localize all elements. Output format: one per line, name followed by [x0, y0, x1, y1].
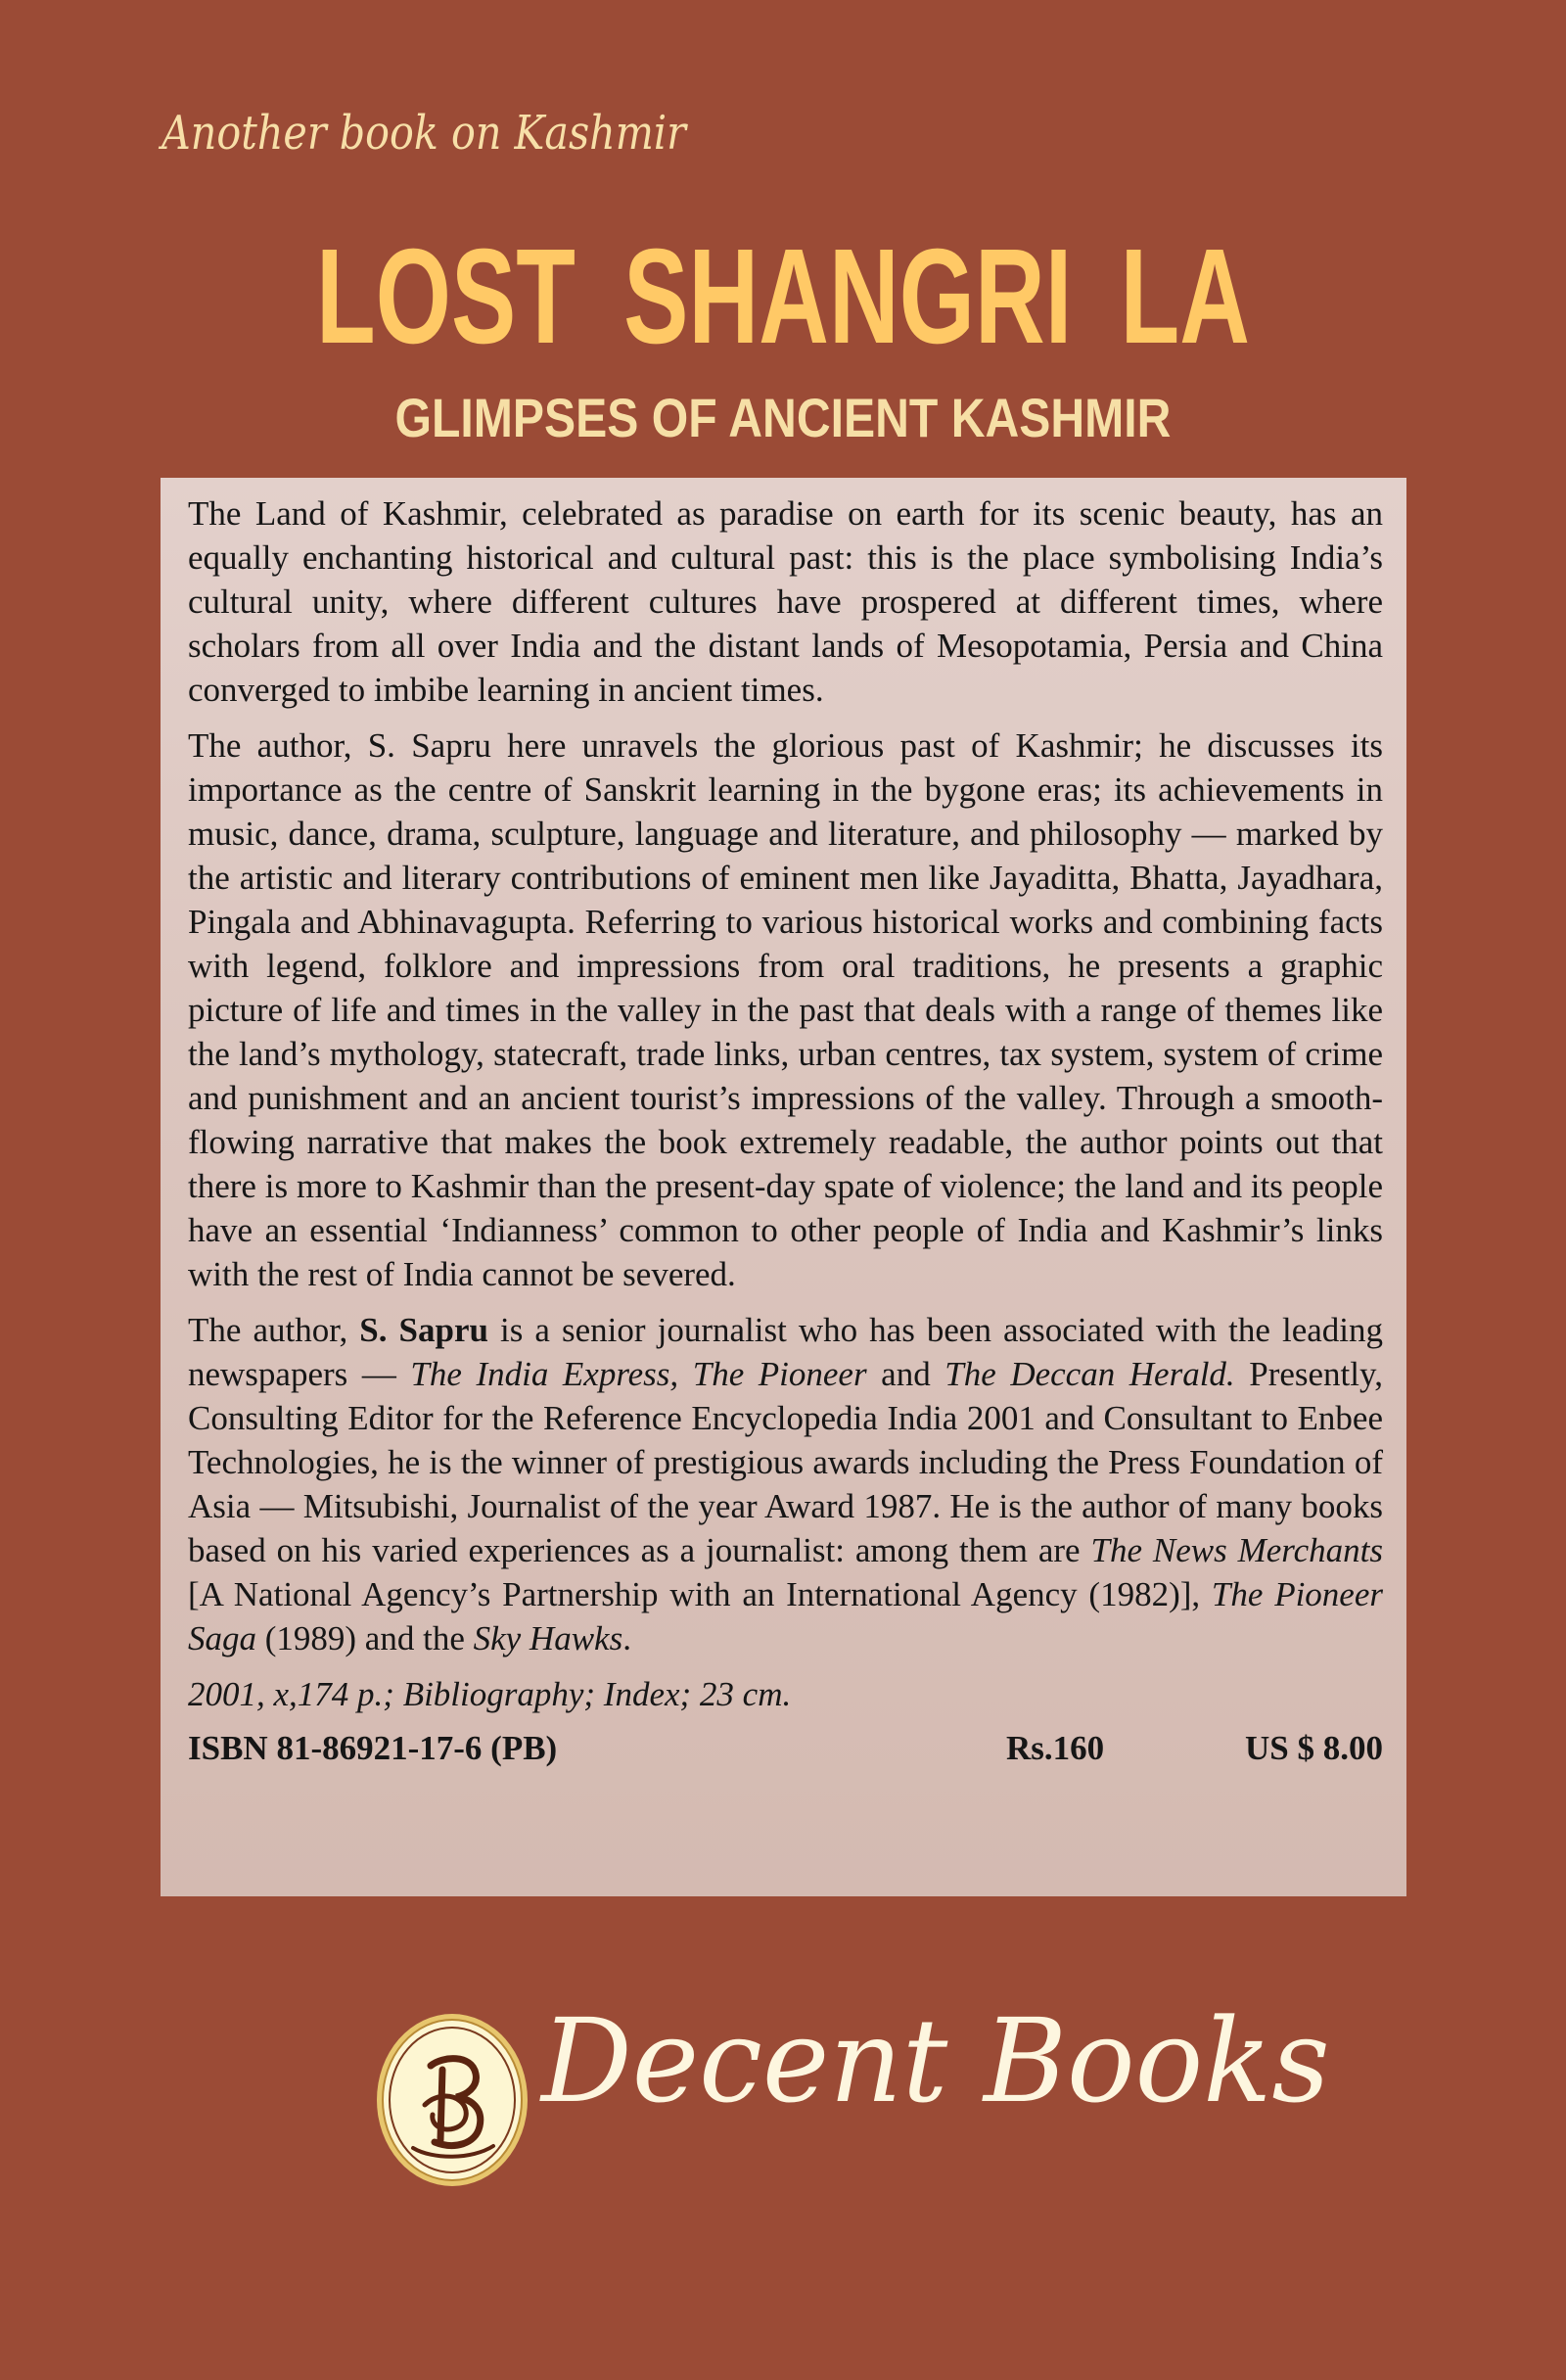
blurb-panel	[161, 478, 1406, 1896]
author-bio-intro: The author,	[188, 1311, 360, 1349]
author-name: S. Sapru	[359, 1311, 488, 1349]
book-title-news-merchants: The News Merchants	[1090, 1531, 1383, 1569]
publisher-name: Decent Books	[541, 1993, 1330, 2128]
author-bio-text-3: Presently, Consulting Editor for the Reference Encyclopedia India 2001 and Consultant to Enbee Technologies, he is the winner of prestigious awards including the Press Foundation of Asia — Mitsubishi, Journalist of the year Award 1987. He is the author of many books based on his varied experiences as a journalist: among them are	[188, 1355, 1383, 1569]
newspaper-title-deccan: The Deccan Herald.	[944, 1355, 1235, 1393]
db-monogram-seal-icon	[374, 2011, 530, 2189]
author-bio-text-2: and	[866, 1355, 945, 1393]
price-usd: US $ 8.00	[1245, 1729, 1383, 1767]
blurb-paragraph-2: The author, S. Sapru here unravels the glorious past of Kashmir; he discusses its importance as the centre of Sanskrit learning in the bygone eras; its achievements in music, dance, drama, sculpture, language and literature, and philosophy — marked by the artistic and literary contributions of eminent men like Jayaditta, Bhatta, Jayadhara, Pingala and Abhinavagupta. Referring to various historical works and combining facts with legend, folklore and impressions from oral traditions, he presents a graphic picture of life and times in the valley in the past that deals with a range of themes like the land’s mythology, statecraft, trade links, urban centres, tax system, system of crime and punishment and an ancient tourist’s impressions of the valley. Through a smooth-flowing narrative that makes the book extremely readable, the author points out that there is more to Kashmir than the present-day spate of violence; the land and its people have an essential ‘Indianness’ common to other people of India and Kashmir’s links with the rest of India cannot be severed.	[188, 726, 1383, 1293]
author-bio-text-6: .	[622, 1619, 631, 1657]
book-title-pioneer-saga: The Pioneer Saga	[188, 1575, 1383, 1657]
isbn-price-row	[188, 1726, 1383, 1775]
author-bio-text-5: (1989) and the	[256, 1619, 474, 1657]
bibliographic-citation: 2001, x,174 p.; Bibliography; Index; 23 cm.	[188, 1675, 792, 1713]
price-inr: Rs.160	[1006, 1729, 1105, 1767]
book-title: LOST SHANGRI LA	[316, 221, 1250, 372]
author-bio-text-4: [A National Agency’s Partnership with an International Agency (1982)],	[188, 1575, 1212, 1613]
book-subtitle: GLIMPSES OF ANCIENT KASHMIR	[394, 387, 1172, 448]
isbn: ISBN 81-86921-17-6 (PB)	[188, 1729, 558, 1767]
author-bio-text-1: is a senior journalist who has been associated with the leading newspapers —	[188, 1311, 1383, 1393]
tagline: Another book on Kashmir	[161, 106, 686, 161]
newspaper-titles: The India Express, The Pioneer	[410, 1355, 867, 1393]
blurb-paragraph-1: The Land of Kashmir, celebrated as paradise on earth for its scenic beauty, has an equally enchanting historical and cultural past: this is the place symbolising India’s cultural unity, where different cultures have prospered at different times, where scholars from all over India and the distant lands of Mesopotamia, Persia and China converged to imbibe learning in ancient times.	[188, 494, 1383, 709]
book-title-sky-hawks: Sky Hawks	[473, 1619, 623, 1657]
author-bio	[188, 1308, 1383, 1660]
